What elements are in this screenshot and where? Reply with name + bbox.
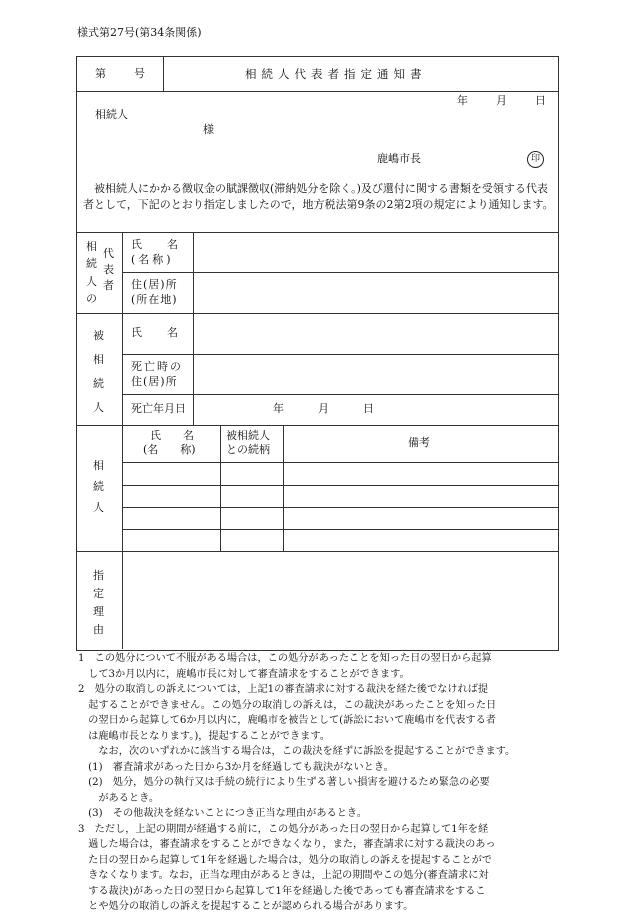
label-char: の xyxy=(86,291,97,305)
divider xyxy=(122,507,558,508)
deceased-group-label xyxy=(93,327,104,415)
addressee-honorific: 様 xyxy=(203,123,214,136)
note-line: 3 ただし，上記の期間が経過する前に，この処分があった日の翌日から起算して1年を経 xyxy=(78,823,489,835)
rep-group-label-1 xyxy=(86,238,97,306)
label-char: 定 xyxy=(93,587,104,600)
note-line: とや処分の取消しの訴えを提起することが認められる場合があります。 xyxy=(78,901,414,912)
note-line: して3か月以内に，鹿嶋市長に対して審査請求をすることができます。 xyxy=(78,668,410,680)
deceased-address-label-sub: 住(居)所 xyxy=(131,375,178,388)
label-char: 指 xyxy=(93,569,104,582)
note-line: 1 この処分について不服がある場合は，この処分があったことを知った日の翌日から起算 xyxy=(78,653,492,664)
label-char: 人 xyxy=(93,501,104,514)
divider xyxy=(76,425,559,426)
label-char: 由 xyxy=(93,623,104,636)
deceased-address-label: 死亡時の xyxy=(131,360,183,373)
divider xyxy=(193,232,194,425)
rep-name-label-sub: (名称) xyxy=(131,253,174,266)
label-char: 相 xyxy=(93,459,104,472)
label-char: 続 xyxy=(93,377,104,390)
seal-text: 印 xyxy=(530,154,540,164)
rep-name-label: 氏 名 xyxy=(131,238,179,251)
label-char: 人 xyxy=(86,274,97,288)
heirs-group-label xyxy=(93,457,104,515)
divider xyxy=(122,485,558,486)
divider xyxy=(122,462,558,463)
note-line: きなくなります。なお，正当な理由があるときは，上記の期間やこの処分(審査請求に対 xyxy=(78,870,489,881)
note-line: があるとき。 xyxy=(78,792,160,804)
document-title: 相続人代表者指定通知書 xyxy=(245,67,427,81)
issuer-name: 鹿嶋市長 xyxy=(377,152,421,165)
divider xyxy=(122,354,558,355)
seal-mark xyxy=(527,151,544,168)
divider xyxy=(76,232,559,233)
heirs-col-remarks: 備考 xyxy=(408,436,430,449)
death-date-value: 年 月 日 xyxy=(273,402,378,415)
heirs-col-relationship-sub: との続柄 xyxy=(226,443,270,456)
rep-address-label: 住(居)所 xyxy=(131,278,178,291)
divider xyxy=(76,551,559,552)
reason-group-label xyxy=(93,567,104,637)
note-line: の翌日から起算して6か月以内に，鹿嶋市を被告として(訴訟において鹿嶋市を代表する者 xyxy=(78,715,496,726)
divider xyxy=(220,425,221,551)
divider xyxy=(283,425,284,551)
rep-address-label-sub: (所在地) xyxy=(131,293,178,306)
heirs-col-name: 氏 名 xyxy=(150,429,194,442)
note-line: は鹿嶋市長となります。)，提起することができます。 xyxy=(78,730,330,742)
note-line: (2) 処分，処分の執行又は手続の続行により生ずる著しい損害を避けるため緊急の必要 xyxy=(78,777,490,788)
document-number-label: 第 号 xyxy=(95,67,147,80)
divider xyxy=(76,91,559,92)
divider xyxy=(122,394,558,395)
label-char: 者 xyxy=(103,279,114,292)
form-number: 様式第27号(第34条関係) xyxy=(77,26,202,39)
divider xyxy=(122,232,123,649)
label-char: 人 xyxy=(93,401,104,414)
label-char: 代 xyxy=(103,247,114,260)
label-char: 表 xyxy=(103,263,114,276)
note-line: 起することができません。この処分の取消しの訴えは，この裁決があったことを知った日 xyxy=(78,699,497,711)
note-line: (1) 審査請求があった日から3か月を経過しても裁決がないとき。 xyxy=(78,761,394,773)
note-line: た日の翌日から起算して1年を経過した場合は，処分の取消しの訴えを提起することがで xyxy=(78,854,492,866)
label-char: 理 xyxy=(93,605,104,618)
notice-body-text: 被相続人にかかる徴収金の賦課徴収(滞納処分を除く。)及び還付に関する書類を受領する代表者として，下記のとおり指定しましたので，地方税法第9条の2第2項の規定により通知します。 xyxy=(83,182,554,211)
heirs-col-name-sub: (名 称) xyxy=(143,443,196,456)
heirs-col-relationship: 被相続人 xyxy=(226,429,270,442)
note-line: (3) その他裁決を経ないことにつき正当な理由があるとき。 xyxy=(78,808,367,819)
divider xyxy=(122,529,558,530)
label-char: 続 xyxy=(93,480,104,493)
divider xyxy=(163,56,164,91)
death-date-label: 死亡年月日 xyxy=(131,402,186,415)
rep-group-label-2 xyxy=(103,245,114,293)
note-line: なお，次のいずれかに該当する場合は，この裁決を経ずに訴訟を提起することができます。 xyxy=(78,746,516,757)
label-char: 被 xyxy=(93,329,104,342)
note-line: 過した場合は，審査請求をすることができなくなり，また，審査請求に対する裁決のあっ xyxy=(78,839,496,850)
label-char: 続 xyxy=(86,257,97,271)
label-char: 相 xyxy=(86,240,97,253)
issue-date: 年 月 日 xyxy=(457,94,548,107)
deceased-name-label: 氏 名 xyxy=(131,326,179,339)
divider xyxy=(76,313,559,314)
note-line: 2 処分の取消しの訴えについては，上記1の審査請求に対する裁決を経た後でなければ提 xyxy=(78,684,489,695)
legal-notes xyxy=(78,651,558,915)
note-line: する裁決)があった日の翌日から起算して1年を経過した後であっても審査請求をするこ xyxy=(78,885,486,897)
divider xyxy=(122,272,558,273)
label-char: 相 xyxy=(93,353,104,366)
addressee-label: 相続人 xyxy=(95,108,128,121)
